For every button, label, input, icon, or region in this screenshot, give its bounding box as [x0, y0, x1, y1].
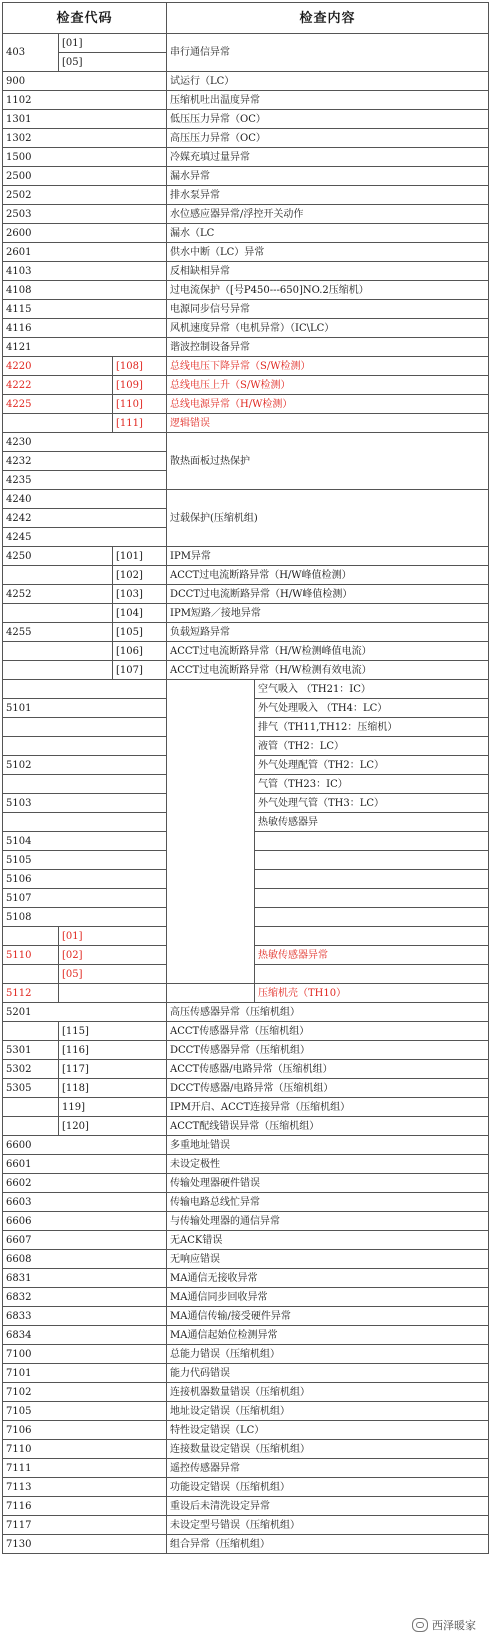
table-row — [3, 1003, 489, 1022]
table-cell: 4255 — [3, 623, 113, 642]
table-cell: 7101 — [3, 1364, 167, 1383]
table-cell: 7100 — [3, 1345, 167, 1364]
table-row — [3, 1060, 489, 1079]
table-cell: ACCT配线错误异常（压缩机组） — [167, 1117, 489, 1136]
table-cell: 总能力错误（压缩机组） — [167, 1345, 489, 1364]
table-row — [3, 72, 489, 91]
table-cell: 排气（TH11,TH12：压缩机） — [255, 718, 489, 737]
table-cell: 6603 — [3, 1193, 167, 1212]
table-cell — [255, 851, 489, 870]
table-cell — [3, 737, 167, 756]
table-cell — [3, 965, 59, 984]
table-header-row — [3, 3, 489, 34]
table-cell: 过载保护(压缩机组) — [167, 490, 489, 547]
table-cell: 过电流保护（[号P450---650]NO.2压缩机） — [167, 281, 489, 300]
table-cell — [3, 680, 167, 699]
table-cell: 高压压力异常（OC） — [167, 129, 489, 148]
table-row — [3, 1250, 489, 1269]
table-cell: 谐波控制设备异常 — [167, 338, 489, 357]
table-cell: 空气吸入 （TH21：IC） — [255, 680, 489, 699]
table-cell: 外气处理吸入 （TH4：LC） — [255, 699, 489, 718]
table-cell: [05] — [59, 53, 167, 72]
table-cell: 传输处理器硬件错误 — [167, 1174, 489, 1193]
table-row — [3, 1364, 489, 1383]
table-cell: 排水泵异常 — [167, 186, 489, 205]
table-cell: 7106 — [3, 1421, 167, 1440]
table-cell: IPM异常 — [167, 547, 489, 566]
table-cell: 4222 — [3, 376, 113, 395]
table-row — [3, 338, 489, 357]
table-cell: 串行通信异常 — [167, 34, 489, 72]
table-cell: 反相缺相异常 — [167, 262, 489, 281]
table-cell: DCCT传感器异常（压缩机组） — [167, 1041, 489, 1060]
table-cell: 4245 — [3, 528, 167, 547]
table-cell: [116] — [59, 1041, 167, 1060]
table-cell: 2600 — [3, 224, 167, 243]
table-cell: ACCT过电流断路异常（H/W检测有效电流） — [167, 661, 489, 680]
table-cell: 7113 — [3, 1478, 167, 1497]
table-row — [3, 376, 489, 395]
table-cell: 5105 — [3, 851, 167, 870]
table-cell — [255, 927, 489, 946]
table-cell: 4115 — [3, 300, 167, 319]
table-cell: 压缩机壳（TH10） — [255, 984, 489, 1003]
table-cell: 5305 — [3, 1079, 59, 1098]
error-code-table — [2, 2, 489, 1554]
table-cell: 5110 — [3, 946, 59, 965]
table-row — [3, 984, 489, 1003]
table-cell: 功能设定错误（压缩机组） — [167, 1478, 489, 1497]
table-row — [3, 110, 489, 129]
table-cell: [115] — [59, 1022, 167, 1041]
table-cell: 2502 — [3, 186, 167, 205]
table-cell: IPM短路／接地异常 — [167, 604, 489, 623]
table-cell — [255, 965, 489, 984]
table-cell: 403 — [3, 34, 59, 72]
table-cell: 逻辑错误 — [167, 414, 489, 433]
table-cell: [120] — [59, 1117, 167, 1136]
table-cell: 未设定型号错误（压缩机组） — [167, 1516, 489, 1535]
table-cell: MA通信无接收异常 — [167, 1269, 489, 1288]
table-cell: 5108 — [3, 908, 167, 927]
table-cell — [3, 927, 59, 946]
table-cell: 4235 — [3, 471, 167, 490]
table-row — [3, 1421, 489, 1440]
table-cell: [01] — [59, 34, 167, 53]
table-cell: 4242 — [3, 509, 167, 528]
table-cell: 6831 — [3, 1269, 167, 1288]
table-cell: 4225 — [3, 395, 113, 414]
table-cell — [3, 604, 113, 623]
table-cell: 4250 — [3, 547, 113, 566]
table-cell: 高压传感器异常（压缩机组） — [167, 1003, 489, 1022]
table-row — [3, 623, 489, 642]
table-cell: 4240 — [3, 490, 167, 509]
table-cell: 7110 — [3, 1440, 167, 1459]
table-cell: 6600 — [3, 1136, 167, 1155]
table-row — [3, 1098, 489, 1117]
table-row — [3, 1402, 489, 1421]
table-row — [3, 91, 489, 110]
table-cell: 总线电压上升（S/W检测） — [167, 376, 489, 395]
table-cell: [101] — [113, 547, 167, 566]
table-row — [3, 1041, 489, 1060]
table-cell — [3, 1098, 59, 1117]
table-cell: 5101 — [3, 699, 167, 718]
table-row — [3, 34, 489, 53]
table-cell: [107] — [113, 661, 167, 680]
table-row — [3, 1231, 489, 1250]
table-cell: 未设定极性 — [167, 1155, 489, 1174]
table-cell: 6608 — [3, 1250, 167, 1269]
table-cell: 900 — [3, 72, 167, 91]
table-row — [3, 167, 489, 186]
table-cell: 组合异常（压缩机组） — [167, 1535, 489, 1554]
table-cell: 特性设定错误（LC） — [167, 1421, 489, 1440]
table-row — [3, 1193, 489, 1212]
table-cell: [111] — [113, 414, 167, 433]
table-cell: 无ACK错误 — [167, 1231, 489, 1250]
table-row — [3, 205, 489, 224]
table-cell: 总线电源异常（H/W检测） — [167, 395, 489, 414]
table-row — [3, 1288, 489, 1307]
table-row — [3, 1383, 489, 1402]
table-row — [3, 414, 489, 433]
table-row — [3, 129, 489, 148]
table-cell: 4116 — [3, 319, 167, 338]
table-cell: 压缩机吐出温度异常 — [167, 91, 489, 110]
table-cell: 4121 — [3, 338, 167, 357]
table-cell: [106] — [113, 642, 167, 661]
table-cell: DCCT过电流断路异常（H/W峰值检测） — [167, 585, 489, 604]
table-cell: 水位感应器异常/浮控开关动作 — [167, 205, 489, 224]
table-cell: [118] — [59, 1079, 167, 1098]
table-row — [3, 1155, 489, 1174]
table-cell: [105] — [113, 623, 167, 642]
table-cell: 试运行（LC） — [167, 72, 489, 91]
table-row — [3, 1440, 489, 1459]
table-cell: IPM开启、ACCT连接异常（压缩机组） — [167, 1098, 489, 1117]
table-row — [3, 1497, 489, 1516]
table-cell: [104] — [113, 604, 167, 623]
table-cell: 4232 — [3, 452, 167, 471]
table-cell: 5301 — [3, 1041, 59, 1060]
table-cell — [255, 908, 489, 927]
table-row — [3, 1516, 489, 1535]
watermark — [412, 1617, 476, 1633]
table-row — [3, 1022, 489, 1041]
table-cell: 外气处理气管（TH3：LC） — [255, 794, 489, 813]
table-cell: 5102 — [3, 756, 167, 775]
table-cell — [3, 1022, 59, 1041]
table-row — [3, 319, 489, 338]
table-cell: 1301 — [3, 110, 167, 129]
table-cell: 7116 — [3, 1497, 167, 1516]
table-cell: 散热面板过热保护 — [167, 433, 489, 490]
table-cell: 供水中断（LC）异常 — [167, 243, 489, 262]
table-cell: 低压压力异常（OC） — [167, 110, 489, 129]
table-cell: 连接机器数量错误（压缩机组） — [167, 1383, 489, 1402]
table-cell: 与传输处理器的通信异常 — [167, 1212, 489, 1231]
table-cell: 5104 — [3, 832, 167, 851]
table-cell: MA通信传输/接受硬件异常 — [167, 1307, 489, 1326]
table-cell: 6834 — [3, 1326, 167, 1345]
table-cell: 5107 — [3, 889, 167, 908]
table-cell: [102] — [113, 566, 167, 585]
table-row — [3, 1326, 489, 1345]
table-row — [3, 547, 489, 566]
table-cell — [3, 566, 113, 585]
table-cell: [05] — [59, 965, 167, 984]
table-row — [3, 1079, 489, 1098]
table-cell — [3, 813, 167, 832]
table-cell — [255, 889, 489, 908]
table-row — [3, 357, 489, 376]
table-row — [3, 680, 489, 699]
table-cell: 4220 — [3, 357, 113, 376]
table-cell: [02] — [59, 946, 167, 965]
table-cell: 传输电路总线忙异常 — [167, 1193, 489, 1212]
table-row — [3, 1535, 489, 1554]
table-cell: 4108 — [3, 281, 167, 300]
table-cell: 2500 — [3, 167, 167, 186]
table-row — [3, 300, 489, 319]
table-row — [3, 1345, 489, 1364]
table-cell: 气管（TH23：IC） — [255, 775, 489, 794]
table-cell: 遥控传感器异常 — [167, 1459, 489, 1478]
table-cell: 连接数量设定错误（压缩机组） — [167, 1440, 489, 1459]
table-cell: 6606 — [3, 1212, 167, 1231]
table-cell: 液管（TH2：LC） — [255, 737, 489, 756]
table-cell: 4103 — [3, 262, 167, 281]
table-cell: 重设后未清洗设定异常 — [167, 1497, 489, 1516]
table-cell: 热敏传感器异 — [255, 813, 489, 832]
table-cell: 6832 — [3, 1288, 167, 1307]
table-cell: 5302 — [3, 1060, 59, 1079]
table-row — [3, 566, 489, 585]
table-cell — [59, 984, 167, 1003]
table-cell: 5201 — [3, 1003, 167, 1022]
table-row — [3, 490, 489, 509]
table-cell: 4230 — [3, 433, 167, 452]
table-cell: ACCT传感器异常（压缩机组） — [167, 1022, 489, 1041]
table-cell: ACCT传感器/电路异常（压缩机组） — [167, 1060, 489, 1079]
table-cell: 风机速度异常（电机异常）（IC\LC） — [167, 319, 489, 338]
table-cell: 多重地址错误 — [167, 1136, 489, 1155]
table-cell: [109] — [113, 376, 167, 395]
table-cell: 负载短路异常 — [167, 623, 489, 642]
table-cell: 地址设定错误（压缩机组） — [167, 1402, 489, 1421]
table-cell: [117] — [59, 1060, 167, 1079]
table-cell: 2601 — [3, 243, 167, 262]
table-row — [3, 585, 489, 604]
table-row — [3, 642, 489, 661]
table-cell — [255, 870, 489, 889]
table-cell: 总线电压下降异常（S/W检测） — [167, 357, 489, 376]
table-row — [3, 1212, 489, 1231]
table-cell: 电源同步信号异常 — [167, 300, 489, 319]
table-cell: 7111 — [3, 1459, 167, 1478]
table-cell: 1500 — [3, 148, 167, 167]
table-cell: 2503 — [3, 205, 167, 224]
table-cell: 漏水（LC — [167, 224, 489, 243]
table-cell: 1102 — [3, 91, 167, 110]
table-cell — [3, 414, 113, 433]
table-cell — [167, 680, 255, 984]
table-row — [3, 1307, 489, 1326]
table-row — [3, 433, 489, 452]
table-cell: [103] — [113, 585, 167, 604]
table-cell — [3, 775, 167, 794]
table-row — [3, 262, 489, 281]
table-cell: MA通信同步回收异常 — [167, 1288, 489, 1307]
table-row — [3, 661, 489, 680]
table-row — [3, 1174, 489, 1193]
table-row — [3, 1269, 489, 1288]
table-cell: 5103 — [3, 794, 167, 813]
table-cell: [110] — [113, 395, 167, 414]
table-row — [3, 395, 489, 414]
table-row — [3, 186, 489, 205]
table-cell: 漏水异常 — [167, 167, 489, 186]
watermark-text: 西泽暖家 — [432, 1619, 476, 1632]
table-cell — [255, 832, 489, 851]
table-cell: [108] — [113, 357, 167, 376]
table-cell: 7102 — [3, 1383, 167, 1402]
table-row — [3, 281, 489, 300]
table-cell: [01] — [59, 927, 167, 946]
table-cell: 6601 — [3, 1155, 167, 1174]
table-cell: 7105 — [3, 1402, 167, 1421]
table-cell: 能力代码错误 — [167, 1364, 489, 1383]
table-cell — [3, 661, 113, 680]
table-row — [3, 1136, 489, 1155]
table-cell: 5106 — [3, 870, 167, 889]
table-cell: MA通信起始位检测异常 — [167, 1326, 489, 1345]
table-row — [3, 1459, 489, 1478]
table-cell: 6602 — [3, 1174, 167, 1193]
table-cell — [167, 984, 255, 1003]
header-code: 检查代码 — [3, 3, 167, 34]
table-cell — [3, 642, 113, 661]
wechat-icon — [412, 1618, 428, 1632]
table-cell: 冷媒充填过量异常 — [167, 148, 489, 167]
table-cell: 热敏传感器异常 — [255, 946, 489, 965]
table-row — [3, 1478, 489, 1497]
table-cell: 7117 — [3, 1516, 167, 1535]
table-cell: 1302 — [3, 129, 167, 148]
table-cell: 119] — [59, 1098, 167, 1117]
table-row — [3, 243, 489, 262]
table-cell — [3, 718, 167, 737]
table-cell: 7130 — [3, 1535, 167, 1554]
table-cell: 6833 — [3, 1307, 167, 1326]
table-cell: ACCT过电流断路异常（H/W峰值检测） — [167, 566, 489, 585]
table-row — [3, 1117, 489, 1136]
table-cell: ACCT过电流断路异常（H/W检测峰值电流） — [167, 642, 489, 661]
table-cell: 5112 — [3, 984, 59, 1003]
table-row — [3, 604, 489, 623]
table-cell: DCCT传感器/电路异常（压缩机组） — [167, 1079, 489, 1098]
table-cell — [3, 1117, 59, 1136]
table-cell: 无响应错误 — [167, 1250, 489, 1269]
table-cell: 6607 — [3, 1231, 167, 1250]
table-cell: 4252 — [3, 585, 113, 604]
header-content: 检查内容 — [167, 3, 489, 34]
table-row — [3, 148, 489, 167]
table-body — [3, 34, 489, 1554]
table-row — [3, 224, 489, 243]
table-cell: 外气处理配管（TH2：LC） — [255, 756, 489, 775]
